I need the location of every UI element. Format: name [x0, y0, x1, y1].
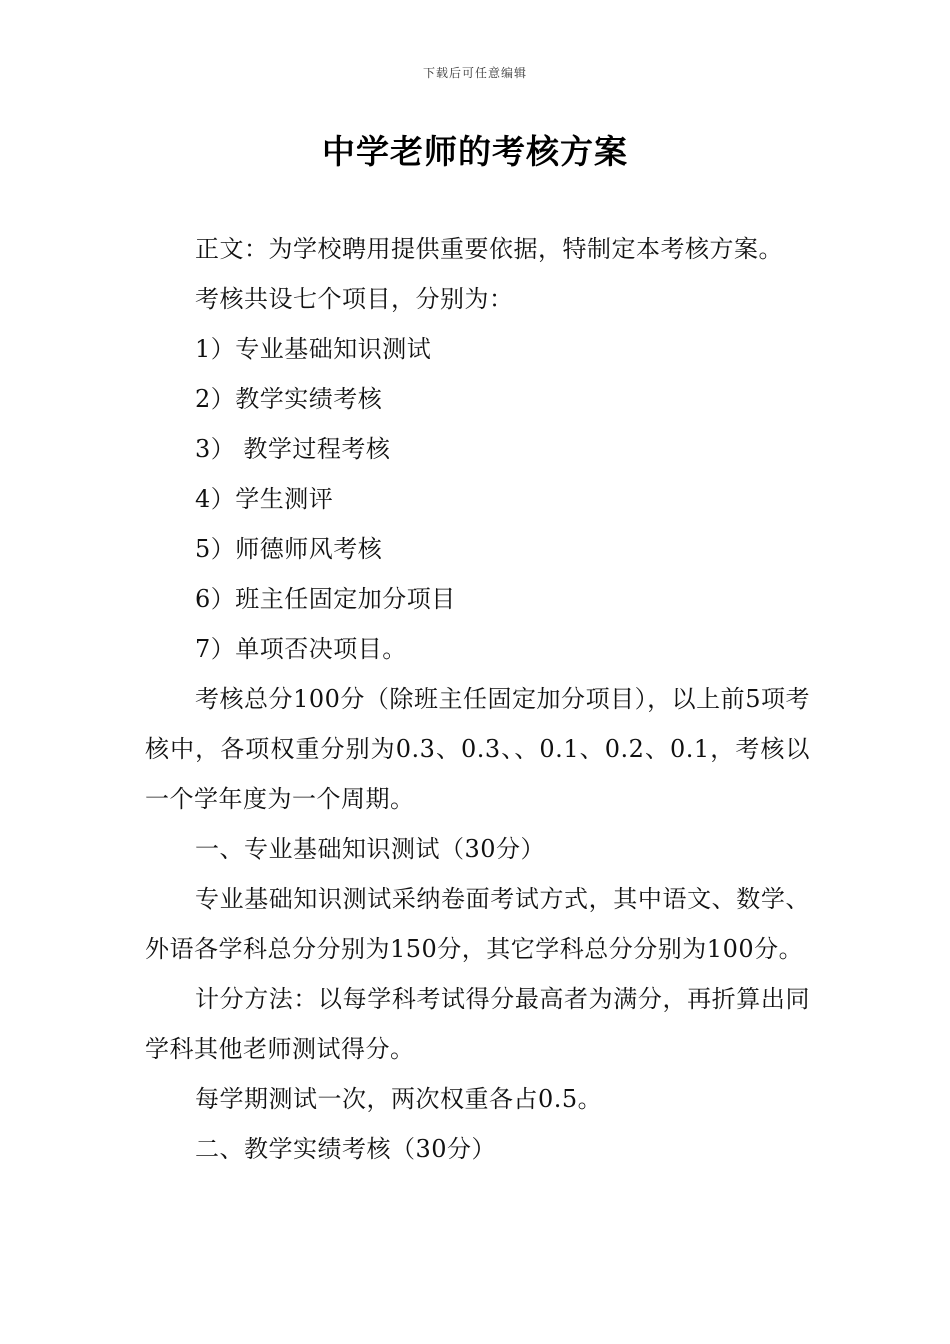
list-item: 2）教学实绩考核 — [195, 385, 383, 413]
section1-paragraph-3: 每学期测试一次，两次权重各占0.5。 — [195, 1085, 603, 1113]
document-body — [145, 224, 810, 1174]
intro-paragraph: 正文：为学校聘用提供重要依据，特制定本考核方案。 — [195, 235, 783, 263]
list-item: 5）师德师风考核 — [195, 535, 383, 563]
section1-heading: 一、专业基础知识测试（30分） — [195, 835, 546, 863]
items-intro-paragraph: 考核共设七个项目，分别为： — [195, 285, 514, 313]
section1-paragraph-1: 专业基础知识测试采纳卷面考试方式，其中语文、数学、外语各学科总分分别为150分，其它学科总分分别为100分。 — [145, 885, 810, 963]
section2-heading: 二、教学实绩考核（30分） — [195, 1135, 497, 1163]
section1-paragraph-2: 计分方法：以每学科考试得分最高者为满分，再折算出同学科其他老师测试得分。 — [145, 985, 810, 1063]
header-note: 下载后可任意编辑 — [422, 66, 527, 80]
list-item: 3） 教学过程考核 — [195, 435, 391, 463]
list-item: 4）学生测评 — [195, 485, 334, 513]
document-title: 中学老师的考核方案 — [322, 132, 628, 171]
assessment-item-list — [145, 324, 810, 674]
total-score-paragraph: 考核总分100分（除班主任固定加分项目），以上前5项考核中，各项权重分别为0.3、0.3、、0.1、0.2、0.1，考核以一个学年度为一个周期。 — [145, 685, 810, 813]
list-item: 1）专业基础知识测试 — [195, 335, 432, 363]
list-item: 7）单项否决项目。 — [195, 635, 407, 663]
list-item: 6）班主任固定加分项目 — [195, 585, 456, 613]
